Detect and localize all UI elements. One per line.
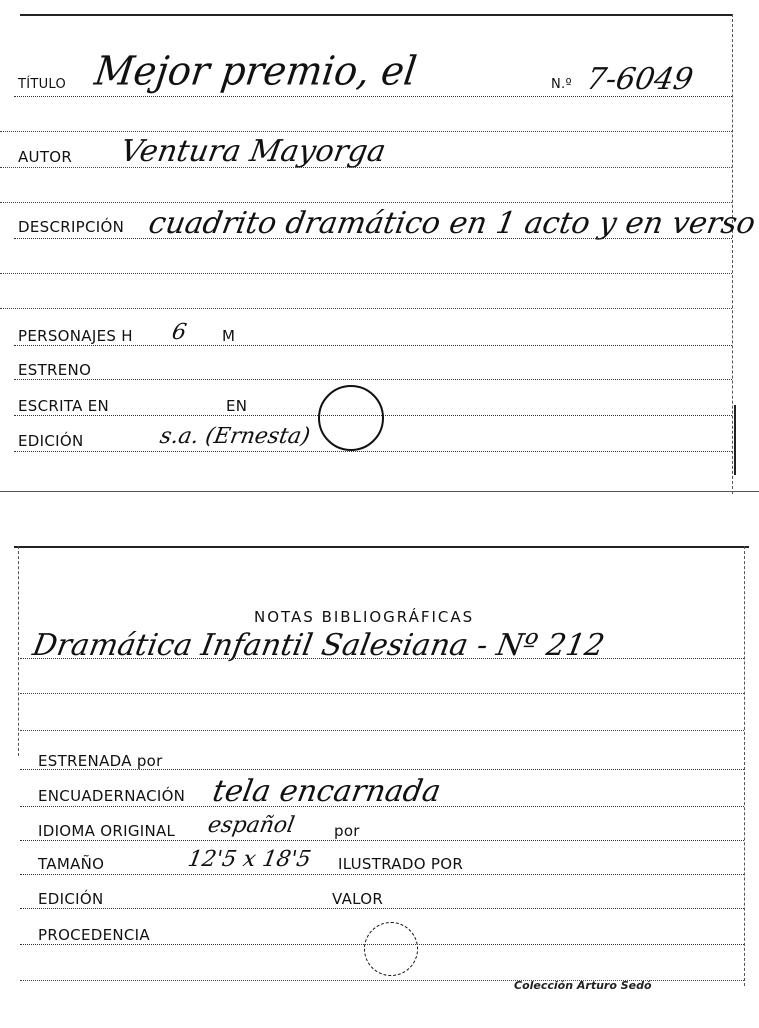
card-bottom-edge (0, 491, 759, 492)
numero-label: N.º (551, 77, 572, 92)
descripcion-rule (14, 238, 732, 239)
blank-rule-1 (0, 131, 732, 132)
notas-rule (20, 658, 744, 659)
personajes-rule (14, 345, 732, 346)
numero-value: 7-6049 (584, 62, 696, 97)
idioma-rule (20, 840, 744, 841)
edicion-value: s.a. (Ernesta) (158, 424, 312, 449)
titulo-label: TÍTULO (18, 77, 67, 92)
valor-label: VALOR (332, 890, 384, 908)
autor-label: AUTOR (18, 148, 73, 166)
blank-rule-4 (0, 308, 732, 309)
encuadernacion-value: tela encarnada (210, 774, 444, 809)
estreno-rule (14, 379, 732, 380)
edicion-b-rule (20, 908, 744, 909)
estrenada-label: ESTRENADA por (38, 752, 163, 770)
personajes-label: PERSONAJES H (18, 327, 133, 345)
autor-value: Ventura Mayorga (118, 134, 389, 169)
escrita-en-label: ESCRITA EN (18, 397, 110, 415)
descripcion-label: DESCRIPCIÓN (18, 218, 125, 236)
edge-mark (734, 405, 736, 475)
catalog-card-top (0, 0, 759, 500)
notas-blank-rule (20, 693, 744, 694)
procedencia-label: PROCEDENCIA (38, 926, 150, 944)
encuadernacion-rule (20, 806, 744, 807)
collection-credit: Colección Arturo Sedó (514, 979, 652, 992)
blank-rule-2 (0, 202, 732, 203)
personajes-h-value: 6 (170, 320, 189, 345)
idioma-value: español (206, 813, 297, 838)
card-bottom-top-border (14, 546, 749, 548)
card-top-border (20, 14, 732, 16)
en-label: EN (226, 397, 248, 415)
tamano-value: 12'5 x 18'5 (186, 847, 313, 872)
notas-blank-rule-2 (20, 730, 744, 731)
stamp-mark-2 (364, 922, 418, 976)
blank-rule-3 (0, 273, 732, 274)
tamano-label: TAMAÑO (38, 855, 105, 873)
idioma-label: IDIOMA ORIGINAL (38, 822, 176, 840)
stamp-mark (318, 385, 384, 451)
catalog-card-bottom (0, 540, 759, 1028)
tamano-rule (20, 874, 744, 875)
notas-label: NOTAS BIBLIOGRÁFICAS (254, 608, 475, 626)
titulo-value: Mejor premio, el (92, 47, 420, 94)
descripcion-value: cuadrito dramático en 1 acto y en verso (146, 206, 758, 241)
card-bottom-left-edge (18, 546, 19, 756)
encuadernacion-label: ENCUADERNACIÓN (38, 787, 186, 805)
edicion-b-label: EDICIÓN (38, 890, 104, 908)
por-label: por (334, 822, 360, 840)
edicion-rule (14, 451, 732, 452)
card-right-edge (732, 14, 733, 494)
titulo-rule (14, 96, 732, 97)
personajes-m-label: M (222, 327, 236, 345)
notas-value: Dramática Infantil Salesiana - Nº 212 (30, 628, 608, 663)
card-bottom-right-edge (744, 546, 745, 986)
autor-rule (0, 167, 732, 168)
edicion-label: EDICIÓN (18, 432, 84, 450)
procedencia-rule (20, 944, 744, 945)
ilustrado-label: ILUSTRADO POR (338, 855, 464, 873)
estreno-label: ESTRENO (18, 361, 92, 379)
estrenada-rule (20, 769, 744, 770)
